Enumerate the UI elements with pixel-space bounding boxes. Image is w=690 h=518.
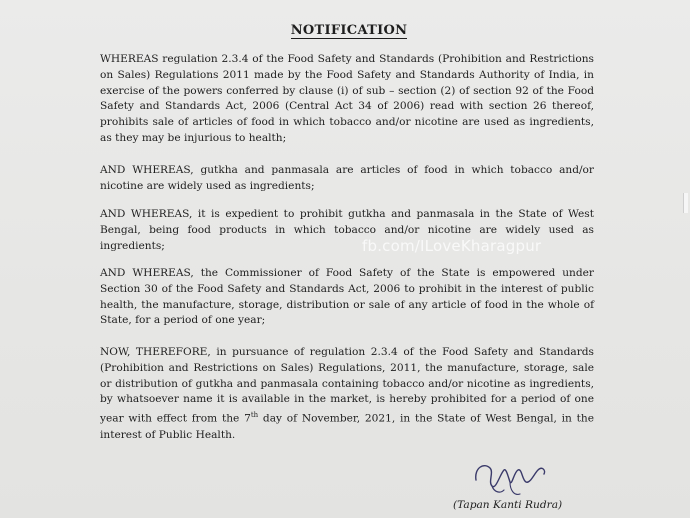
handwritten-signature xyxy=(470,456,550,502)
paragraph-whereas-regulation: WHEREAS regulation 2.3.4 of the Food Safety and Standards (Prohibition and Restrictions on Sales) Regulations 2011 made by the Food Safety and Standards Authority of India, in exercise of the powers conferred by clause (i) of sub – section (2) of section 92 of the Food Safety and Standards Act, 2006 (Central Act 34 of 2006) read with section 26 thereof, prohibits sale of articles of food in which tobacco and/or nicotine are used as ingredients, as they may be injurious to health; xyxy=(100,53,594,144)
paper-edge-mark xyxy=(683,193,688,213)
final-text-before: NOW, THEREFORE, in pursuance of regulation 2.3.4 of the Food Safety and Standards (Prohibition and Restrictions on Sales) Regulations, 2011, the manufacture, storage, sale or distribution of gutkha and panmasala containing tobacco and/or nicotine as ingredients, by whatsoever name it is available in the market, is hereby prohibited for a period of one year with effect from the 7 xyxy=(100,346,594,425)
paragraph-now-therefore xyxy=(100,345,594,443)
paragraph-whereas-commissioner: AND WHEREAS, the Commissioner of Food Safety of the State is empowered under Section 30 of the Food Safety and Standards Act, 2006 to prohibit in the interest of public health, the manufacture, storage, distribution or sale of any article of food in the whole of State, for a period of one year; xyxy=(100,267,594,327)
final-text-after: day of November, 2021, in the State of West Bengal, in the interest of Public Health. xyxy=(100,412,594,441)
document-title xyxy=(0,23,690,39)
final-superscript: th xyxy=(250,411,259,420)
title-text: NOTIFICATION xyxy=(290,23,408,38)
signatory-name: (Tapan Kanti Rudra) xyxy=(453,499,563,511)
watermark-text: fb.com/ILoveKharagpur xyxy=(362,237,542,255)
paragraph-whereas-gutkha: AND WHEREAS, gutkha and panmasala are articles of food in which tobacco and/or nicotine are widely used as ingredients; xyxy=(100,164,594,192)
paragraph-whereas-expedient: AND WHEREAS, it is expedient to prohibit gutkha and panmasala in the State of West Bengal, being food products in which tobacco and/or nicotine are widely used as ingredients; xyxy=(100,208,594,252)
